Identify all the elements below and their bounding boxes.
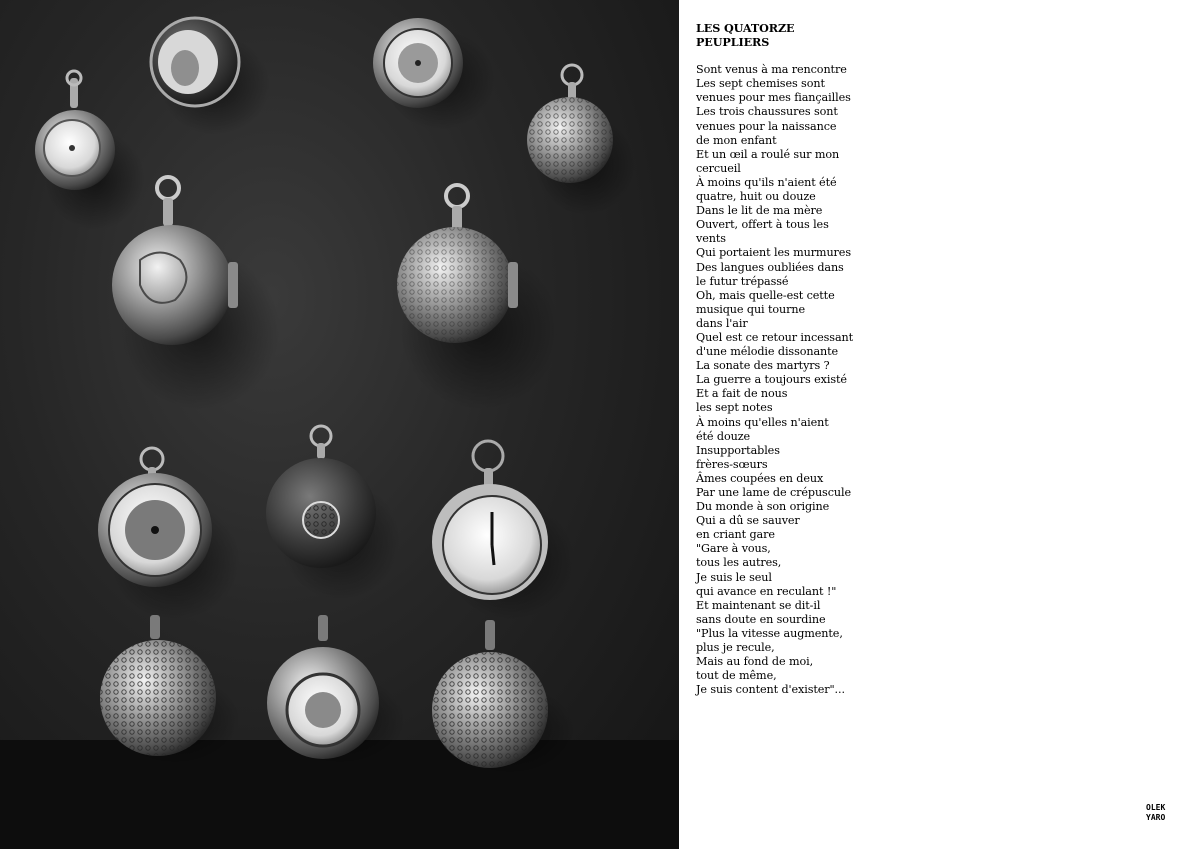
pocket-watch-10 (100, 615, 240, 765)
poem-line: tout de même, (696, 669, 777, 683)
author-signature (1146, 803, 1186, 823)
poem-line: La guerre a toujours existé (696, 373, 847, 387)
poem-line: Quel est ce retour incessant (696, 330, 854, 344)
poem-line: Mais au fond de moi, (696, 655, 814, 669)
poem-line: Les trois chaussures sont (696, 105, 838, 119)
poem-line: Et un œil a roulé sur mon (696, 147, 840, 161)
poem-line: frères-sœurs (696, 457, 768, 471)
poem-line: venues pour mes fiançailles (696, 91, 851, 105)
poem-line: les sept notes (696, 401, 773, 415)
poem-line: "Plus la vitesse augmente, (696, 626, 843, 640)
poem-line: Qui a dû se sauver (696, 514, 800, 528)
poem-line: Des langues oubliées dans (696, 260, 844, 274)
signature-line-1: OLEK (1146, 803, 1166, 812)
signature-line-2: YARO (1146, 813, 1166, 822)
poem-line: Du monde à son origine (696, 500, 830, 514)
poem-line: Les sept chemises sont (696, 77, 825, 91)
poem-line: vents (696, 232, 726, 246)
pocket-watch-8 (266, 426, 400, 600)
poem-line: La sonate des martyrs ? (696, 359, 830, 373)
poem-line: À moins qu'ils n'aient été (696, 175, 837, 189)
pocket-watch-5 (112, 177, 280, 410)
poem-line: de mon enfant (696, 133, 777, 147)
poem-line: venues pour la naissance (696, 119, 837, 133)
poem-body (696, 63, 926, 697)
poem-line: quatre, huit ou douze (696, 190, 816, 204)
pocket-watch-3 (373, 18, 495, 130)
poem-line: Je suis le seul (696, 570, 772, 584)
poem-line: sans doute en sourdine (696, 612, 826, 626)
poem-line: Ouvert, offert à tous les (696, 218, 829, 232)
poem-line: en criant gare (696, 528, 775, 542)
poem-column (696, 21, 926, 697)
poem-line: "Gare à vous, (696, 542, 771, 556)
poem-line: Qui portaient les murmures (696, 246, 851, 260)
pocket-watch-11 (267, 615, 405, 765)
poem-line: Et a fait de nous (696, 387, 788, 401)
poem-line: Par une lame de crépuscule (696, 486, 851, 499)
poem-line: qui avance en reculant !" (696, 584, 837, 598)
pocket-watch-9 (432, 441, 575, 620)
poem-line: cercueil (696, 161, 741, 175)
poem-line: Insupportables (696, 443, 780, 457)
poem-line: Dans le lit de ma mère (696, 204, 823, 218)
pocket-watch-6 (397, 185, 560, 410)
pocket-watch-2 (151, 18, 270, 135)
poem-line: d'une mélodie dissonante (696, 345, 839, 359)
poem-line: le futur trépassé (696, 274, 789, 288)
poem-line: Et maintenant se dit-il (696, 598, 821, 612)
poem-line: À moins qu'elles n'aient (696, 415, 829, 429)
poem-line: été douze (696, 429, 751, 443)
poem-line: Sont venus à ma rencontre (696, 63, 847, 77)
poem-line: Je suis content d'exister"... (696, 683, 845, 697)
pocket-watch-4 (527, 65, 635, 215)
poem-line: Oh, mais quelle-est cette (696, 288, 835, 302)
pocket-watch-7 (98, 448, 240, 620)
poem-line: Âmes coupées en deux (696, 471, 824, 485)
poem-line: dans l'air (696, 316, 748, 330)
pocket-watch-1 (35, 71, 145, 230)
poem-line: musique qui tourne (696, 302, 805, 316)
poem-line: plus je recule, (696, 641, 775, 655)
poem-line: tous les autres, (696, 556, 782, 570)
pocket-watch-12 (432, 620, 575, 775)
poem-title: LES QUATORZE PEUPLIERS (696, 21, 795, 50)
